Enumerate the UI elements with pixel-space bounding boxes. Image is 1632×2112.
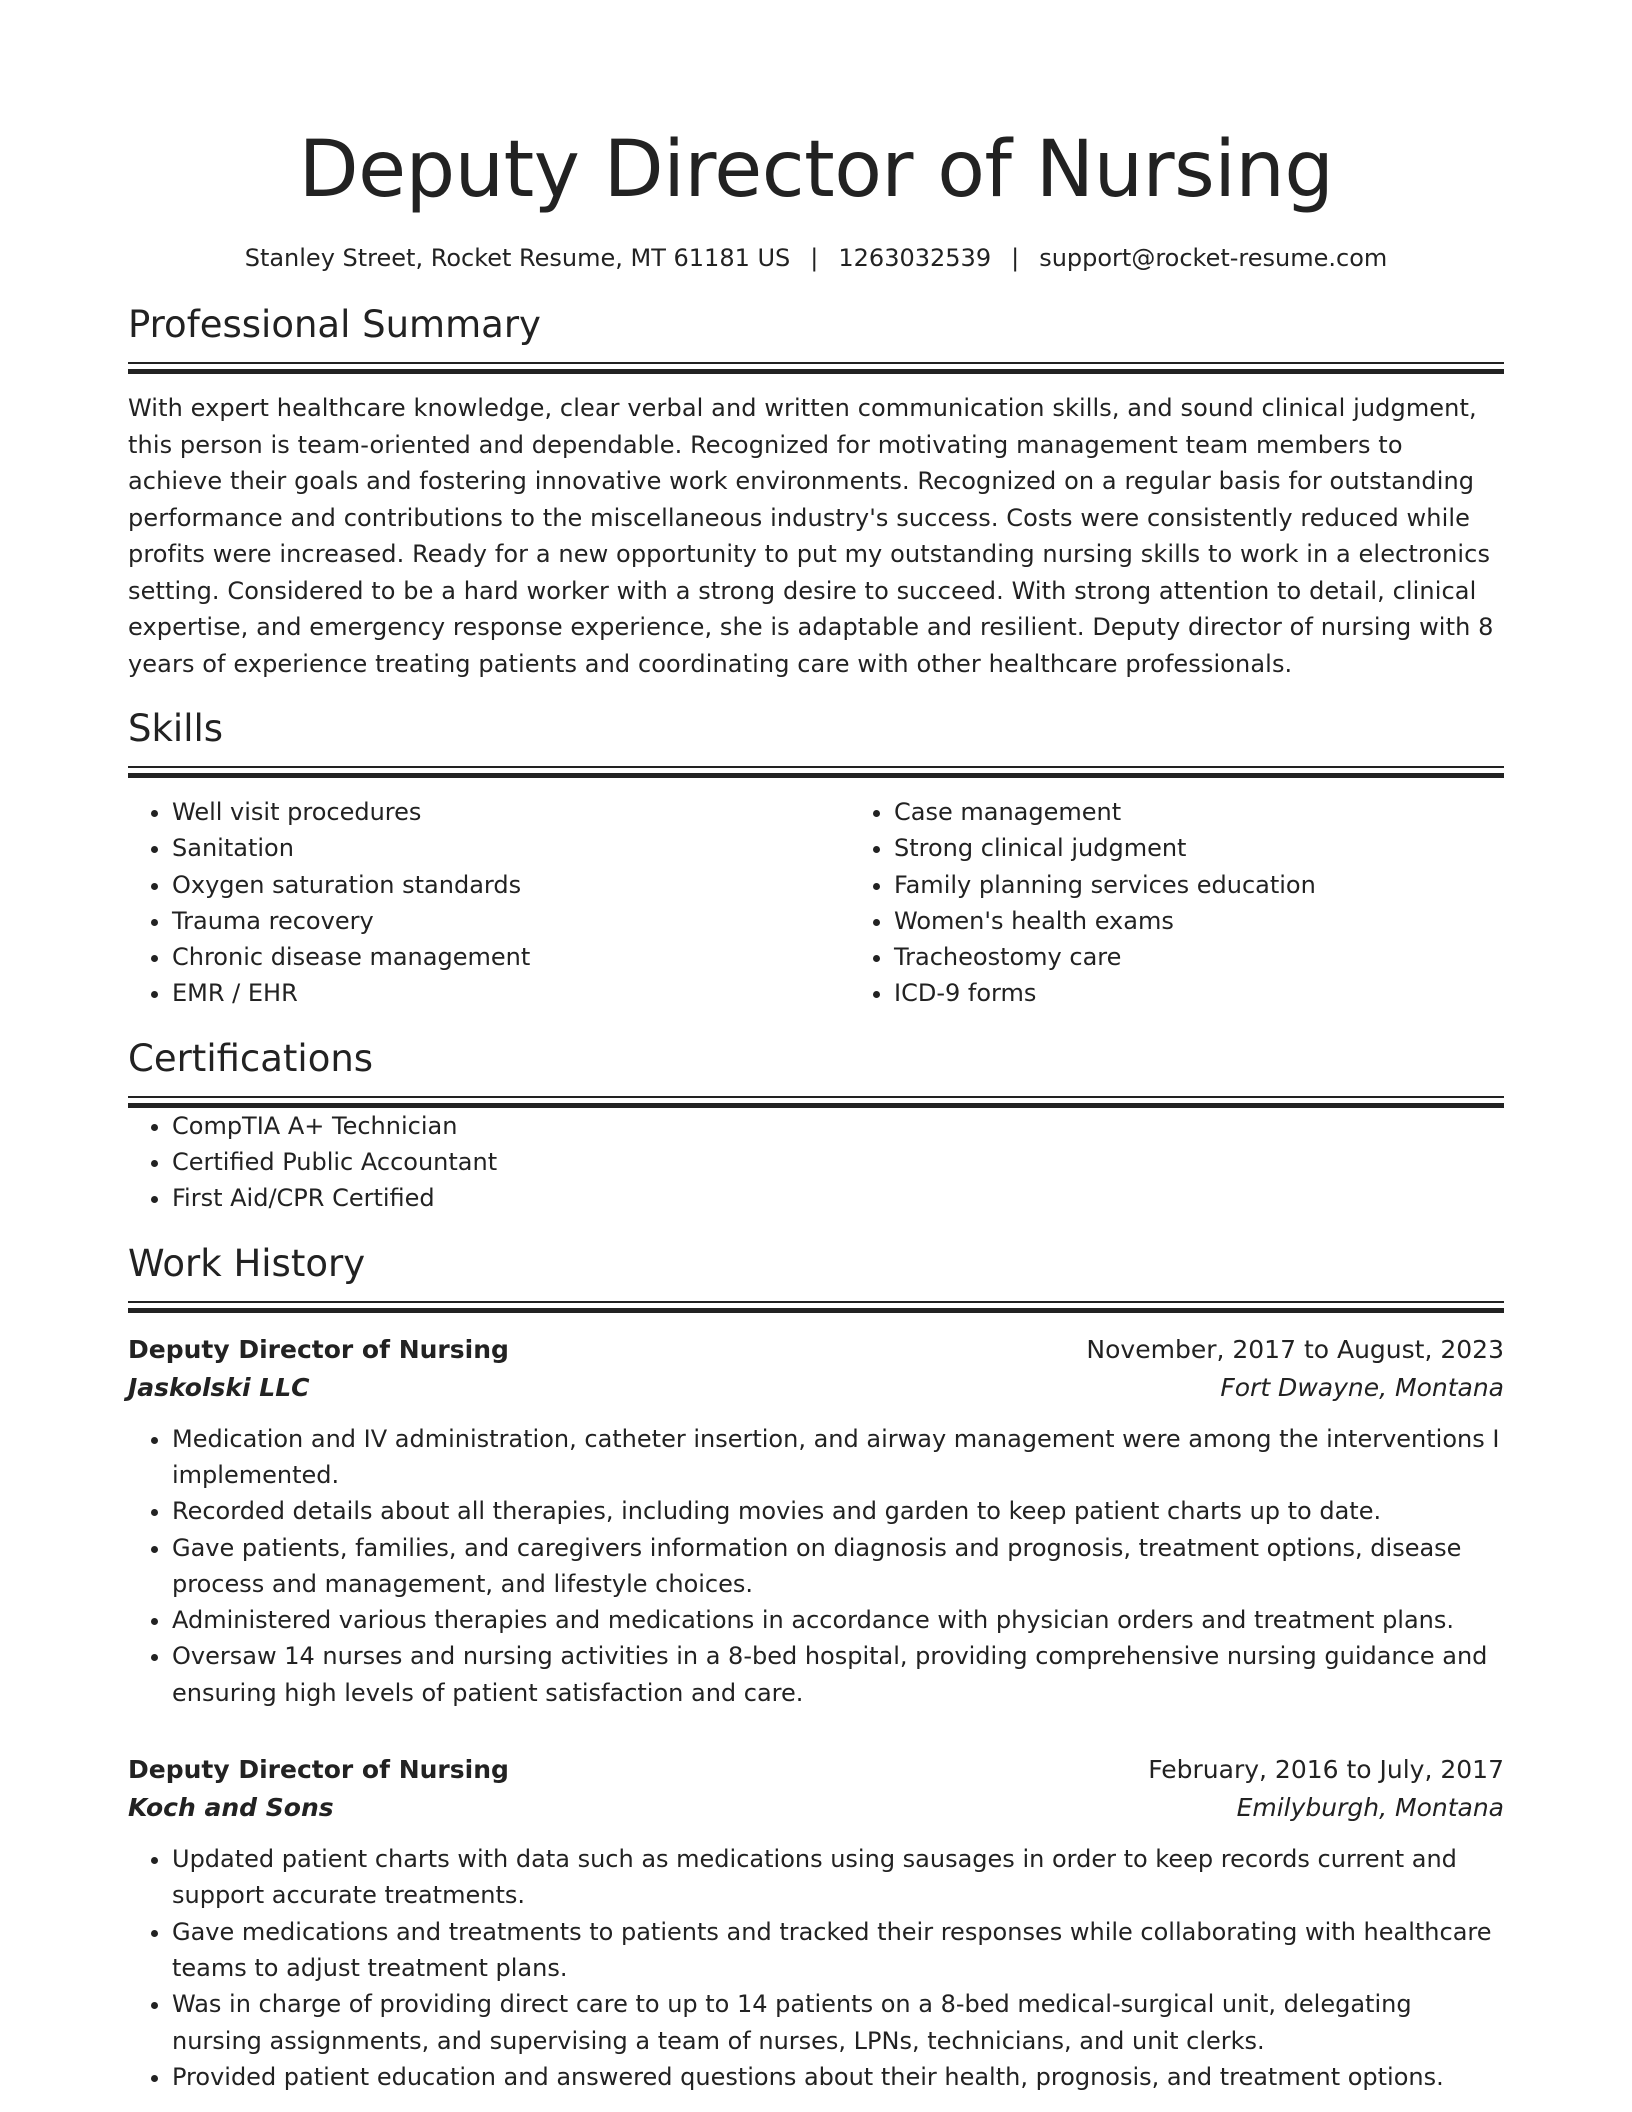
skills-grid — [128, 794, 1504, 1012]
skill-item: • Strong clinical judgment — [894, 830, 1572, 866]
skills-list-right — [850, 794, 1572, 1012]
job-duty-item: • Administered various therapies and medications in accordance with physician orders and treatment plans. — [172, 1602, 1504, 1638]
job-location: Emilyburgh, Montana — [1236, 1793, 1504, 1823]
skill-item: • ICD-9 forms — [894, 975, 1572, 1011]
job-duties-list — [128, 1841, 1504, 2095]
job-company-row — [128, 1789, 1504, 1827]
job-duty-item: • Oversaw 14 nurses and nursing activities in a 8-bed hospital, providing comprehensive nursing guidance and ensuring high levels of patient satisfaction and care. — [172, 1638, 1504, 1711]
resume-page — [128, 0, 1504, 2095]
address: Stanley Street, Rocket Resume, MT 61181 US — [244, 244, 791, 272]
skill-item: • Women's health exams — [894, 903, 1572, 939]
skill-item: • EMR / EHR — [172, 975, 850, 1011]
job-duty-item: • Updated patient charts with data such as medications using sausages in order to keep records current and support accurate treatments. — [172, 1841, 1504, 1914]
skill-item: • Well visit procedures — [172, 794, 850, 830]
work-history-section — [128, 1241, 1504, 2095]
summary-text: With expert healthcare knowledge, clear verbal and written communication skills, and sound clinical judgment, this person is team-oriented and dependable. Recognized for motivating management team members to achieve their goals and fostering innovative work environments. Recognized on a regular basis for outstanding performance and contributions to the miscellaneous industry's success. Costs were consistently reduced while profits were increased. Ready for a new opportunity to put my outstanding nursing skills to work in a electronics setting. Considered to be a hard worker with a strong desire to succeed. With strong attention to detail, clinical expertise, and emergency response experience, she is adaptable and resilient. Deputy director of nursing with 8 years of experience treating patients and coordinating care with other healthcare professionals. — [128, 394, 1494, 678]
section-heading-summary: Professional Summary — [128, 303, 541, 346]
job-company-row — [128, 1369, 1504, 1407]
skill-item: • Chronic disease management — [172, 939, 850, 975]
job-dates: November, 2017 to August, 2023 — [1086, 1334, 1504, 1364]
certification-item: • CompTIA A+ Technician — [172, 1108, 1504, 1144]
separator: | — [1011, 244, 1020, 272]
section-divider — [128, 766, 1504, 778]
resume-title: Deputy Director of Nursing — [298, 125, 1334, 215]
job-header-row — [128, 1751, 1504, 1789]
job-location: Fort Dwayne, Montana — [1220, 1372, 1504, 1402]
contact-line — [128, 242, 1504, 274]
company-name: Jaskolski LLC — [128, 1372, 310, 1402]
email: support@rocket-resume.com — [1039, 244, 1388, 272]
jobs-list — [128, 1331, 1504, 2095]
skill-item: • Case management — [894, 794, 1572, 830]
separator: | — [810, 244, 819, 272]
job-duty-item: • Medication and IV administration, catheter insertion, and airway management were among the interventions I implemented. — [172, 1421, 1504, 1494]
job-duty-item: • Gave medications and treatments to patients and tracked their responses while collaborating with healthcare teams to adjust treatment plans. — [172, 1914, 1504, 1987]
phone: 1263032539 — [838, 244, 992, 272]
skill-item: • Sanitation — [172, 830, 850, 866]
section-divider — [128, 1301, 1504, 1313]
certifications-section — [128, 1036, 1504, 1217]
certification-item: • First Aid/CPR Certified — [172, 1180, 1504, 1216]
company-name: Koch and Sons — [128, 1793, 334, 1823]
skills-section — [128, 706, 1504, 1012]
job-duties-list — [128, 1421, 1504, 1711]
job-duty-item: • Gave patients, families, and caregivers information on diagnosis and prognosis, treatment options, disease process and management, and lifestyle choices. — [172, 1530, 1504, 1603]
summary-section — [128, 302, 1504, 682]
job-title: Deputy Director of Nursing — [128, 1755, 509, 1785]
section-divider — [128, 1096, 1504, 1108]
certification-item: • Certified Public Accountant — [172, 1144, 1504, 1180]
job-title: Deputy Director of Nursing — [128, 1334, 509, 1364]
job-duty-item: • Was in charge of providing direct care to up to 14 patients on a 8-bed medical-surgical unit, delegating nursing assignments, and supervising a team of nurses, LPNs, technicians, and unit clerks. — [172, 1986, 1504, 2059]
skill-item: • Oxygen saturation standards — [172, 867, 850, 903]
job-duty-item: • Recorded details about all therapies, including movies and garden to keep patient charts up to date. — [172, 1493, 1504, 1529]
job-dates: February, 2016 to July, 2017 — [1148, 1755, 1504, 1785]
certifications-list — [128, 1108, 1504, 1217]
skill-item: • Trauma recovery — [172, 903, 850, 939]
section-heading-work-history: Work History — [128, 1241, 366, 1285]
section-divider — [128, 362, 1504, 374]
skills-list-left — [128, 794, 850, 1012]
job-entry — [128, 1751, 1504, 2095]
job-duty-item: • Provided patient education and answered questions about their health, prognosis, and treatment options. — [172, 2059, 1504, 2095]
section-heading-skills: Skills — [128, 707, 224, 750]
skill-item: • Tracheostomy care — [894, 939, 1572, 975]
job-entry — [128, 1331, 1504, 1711]
job-header-row — [128, 1331, 1504, 1369]
section-heading-certifications: Certifications — [128, 1036, 374, 1080]
skill-item: • Family planning services education — [894, 867, 1572, 903]
